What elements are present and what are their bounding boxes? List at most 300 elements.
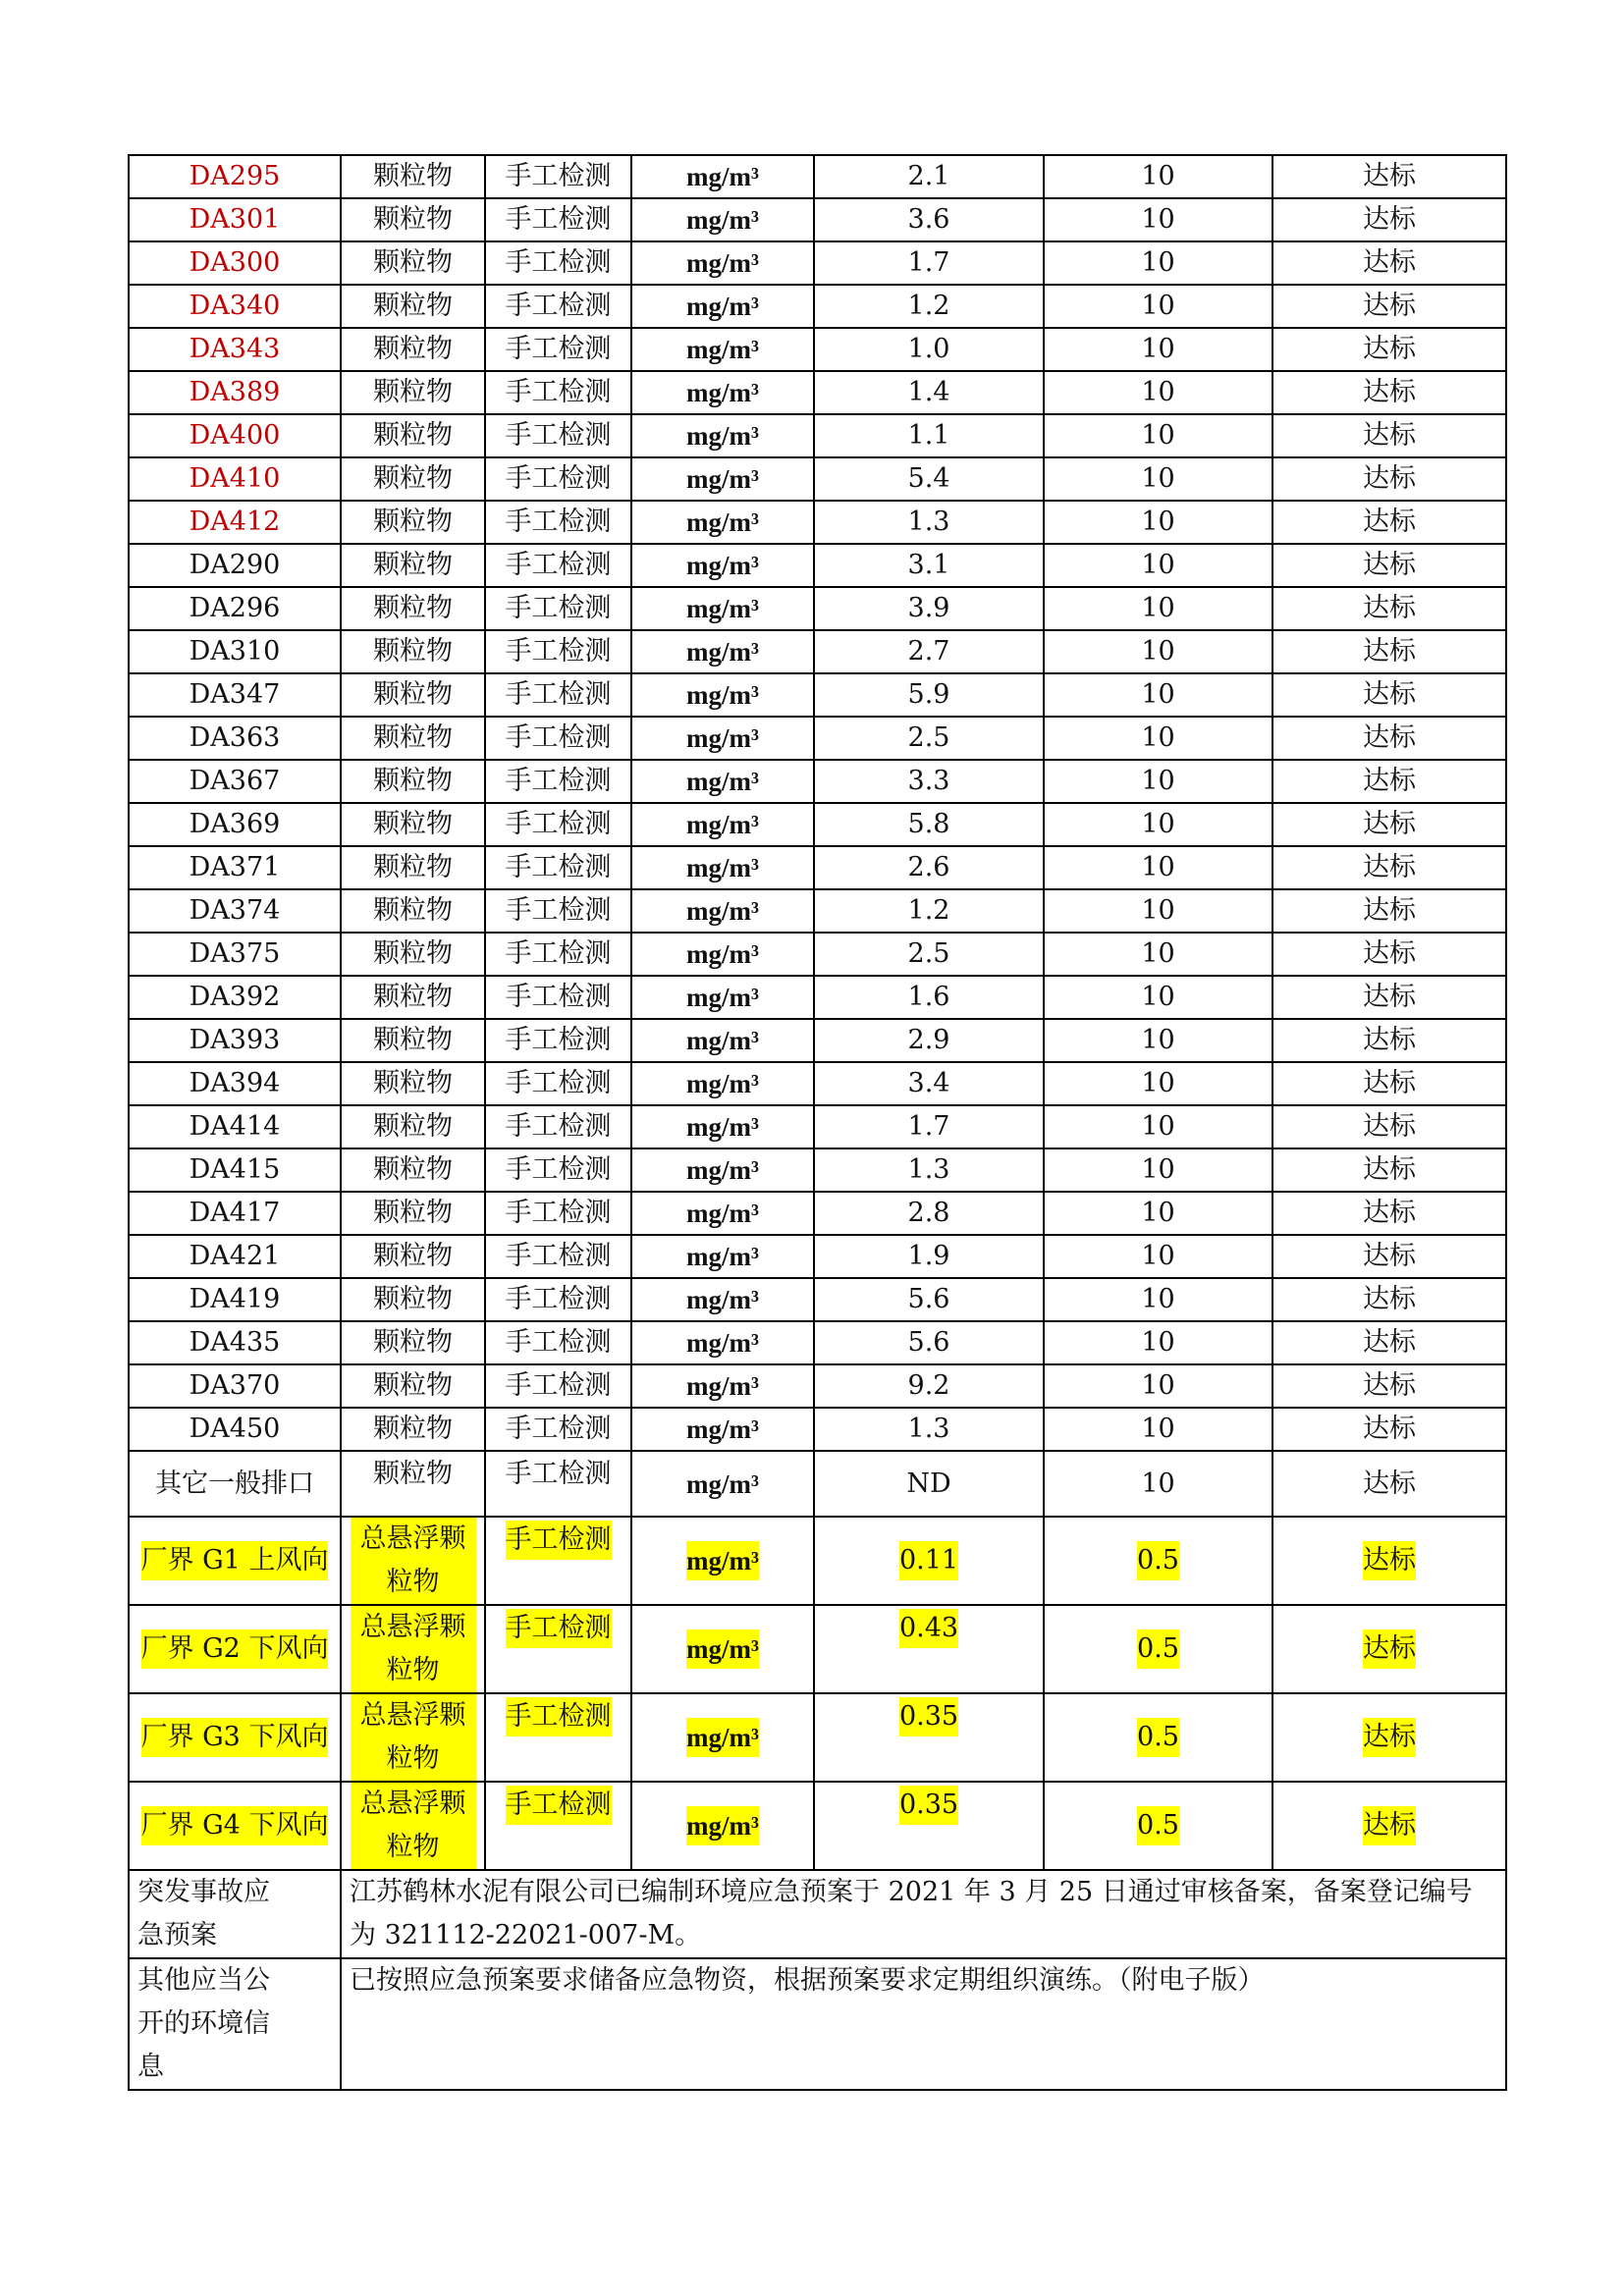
pollutant-cell: 颗粒物 [341,1192,485,1235]
table-row-other-outlets [129,1451,1506,1517]
unit-cell: mg/m³ [631,1062,814,1105]
value-cell: 3.1 [814,544,1044,587]
pollutant-cell: 颗粒物 [341,760,485,803]
unit-cell: mg/m³ [631,717,814,760]
pollutant-cell: 颗粒物 [341,1451,485,1517]
table-row [129,673,1506,717]
table-row [129,1062,1506,1105]
status-cell: 达标 [1272,587,1506,630]
limit-cell: 10 [1044,241,1272,285]
limit-cell: 10 [1044,155,1272,198]
value-cell: 2.6 [814,846,1044,889]
method-cell: 手工检测 [485,501,631,544]
value-cell-text: 0.35 [899,1786,958,1825]
table-row [129,1148,1506,1192]
table-row [129,976,1506,1019]
table-row [129,933,1506,976]
status-cell: 达标 [1272,803,1506,846]
text-line: 江苏鹤林水泥有限公司已编制环境应急预案于 2021 年 3 月 25 日通过审核备案，备案登记编号 [350,1877,1473,1907]
status-cell: 达标 [1272,1148,1506,1192]
table-row [129,1278,1506,1321]
unit-cell-text: mg/m³ [686,1541,759,1580]
pollutant-cell [341,1517,485,1605]
pollutant-cell: 颗粒物 [341,241,485,285]
method-cell-text: 手工检测 [506,1521,612,1560]
limit-cell [1044,1517,1272,1605]
value-cell: 1.0 [814,328,1044,371]
pollutant-line-2: 粒物 [386,1655,440,1685]
label-line: 突发事故应 [137,1877,270,1907]
unit-cell: mg/m³ [631,501,814,544]
limit-cell: 10 [1044,544,1272,587]
status-cell: 达标 [1272,933,1506,976]
unit-cell: mg/m³ [631,587,814,630]
status-cell: 达标 [1272,673,1506,717]
value-cell: 5.8 [814,803,1044,846]
outlet-cell: DA301 [129,198,341,241]
outlet-cell: DA392 [129,976,341,1019]
limit-cell: 10 [1044,198,1272,241]
pollutant-cell [341,1605,485,1693]
unit-cell [631,1605,814,1693]
unit-cell: mg/m³ [631,1408,814,1451]
limit-cell: 10 [1044,1235,1272,1278]
outlet-cell: DA419 [129,1278,341,1321]
status-cell: 达标 [1272,241,1506,285]
unit-cell: mg/m³ [631,889,814,933]
status-cell: 达标 [1272,1408,1506,1451]
value-cell: 5.6 [814,1278,1044,1321]
pollutant-highlight [351,1518,476,1604]
limit-cell: 10 [1044,457,1272,501]
pollutant-cell: 颗粒物 [341,846,485,889]
unit-cell: mg/m³ [631,155,814,198]
method-cell: 手工检测 [485,760,631,803]
limit-cell: 10 [1044,933,1272,976]
pollutant-cell: 颗粒物 [341,1148,485,1192]
value-cell: 3.3 [814,760,1044,803]
method-cell-text: 手工检测 [506,1609,612,1648]
outlet-cell-text: 厂界 G3 下风向 [141,1718,329,1757]
status-cell: 达标 [1272,1451,1506,1517]
pollutant-cell: 颗粒物 [341,414,485,457]
table-row [129,285,1506,328]
method-cell: 手工检测 [485,1408,631,1451]
table-row [129,803,1506,846]
pollutant-cell: 颗粒物 [341,1321,485,1364]
limit-cell: 10 [1044,371,1272,414]
table-row [129,544,1506,587]
method-cell: 手工检测 [485,1192,631,1235]
status-cell: 达标 [1272,328,1506,371]
pollutant-cell: 颗粒物 [341,630,485,673]
outlet-cell-text: 厂界 G2 下风向 [141,1629,329,1669]
outlet-cell: DA369 [129,803,341,846]
unit-cell-text: mg/m³ [686,1806,759,1845]
unit-cell: mg/m³ [631,1278,814,1321]
status-cell-text: 达标 [1363,1541,1416,1580]
outlet-cell [129,1782,341,1870]
pollutant-highlight [351,1606,476,1692]
table-row [129,1321,1506,1364]
table-row [129,587,1506,630]
value-cell: 5.6 [814,1321,1044,1364]
status-cell: 达标 [1272,717,1506,760]
limit-cell: 10 [1044,1148,1272,1192]
method-cell [485,1605,631,1693]
unit-cell: mg/m³ [631,933,814,976]
outlet-cell: DA435 [129,1321,341,1364]
table-row [129,457,1506,501]
monitoring-table [128,154,1507,2091]
table-row [129,501,1506,544]
pollutant-cell: 颗粒物 [341,155,485,198]
status-cell: 达标 [1272,544,1506,587]
limit-cell: 10 [1044,630,1272,673]
unit-cell: mg/m³ [631,673,814,717]
pollutant-cell: 颗粒物 [341,803,485,846]
method-cell [485,1517,631,1605]
status-cell: 达标 [1272,1278,1506,1321]
pollutant-cell: 颗粒物 [341,976,485,1019]
table-row [129,198,1506,241]
method-cell: 手工检测 [485,630,631,673]
pollutant-line-1: 总悬浮颗 [359,1700,466,1731]
other-info-label [129,1958,341,2090]
status-cell: 达标 [1272,155,1506,198]
unit-cell: mg/m³ [631,1148,814,1192]
value-cell: 1.2 [814,889,1044,933]
emergency-plan-row [129,1870,1506,1958]
value-cell: 1.7 [814,1105,1044,1148]
value-cell: 2.9 [814,1019,1044,1062]
status-cell: 达标 [1272,371,1506,414]
pollutant-line-1: 总悬浮颗 [359,1523,466,1554]
pollutant-cell: 颗粒物 [341,371,485,414]
outlet-cell: DA343 [129,328,341,371]
outlet-cell: DA300 [129,241,341,285]
limit-cell: 10 [1044,889,1272,933]
unit-cell: mg/m³ [631,1105,814,1148]
value-cell [814,1782,1044,1870]
limit-cell [1044,1693,1272,1782]
status-cell: 达标 [1272,1364,1506,1408]
pollutant-cell: 颗粒物 [341,328,485,371]
outlet-cell: DA414 [129,1105,341,1148]
limit-cell-text: 0.5 [1137,1541,1179,1580]
method-cell: 手工检测 [485,673,631,717]
outlet-cell: DA421 [129,1235,341,1278]
pollutant-cell: 颗粒物 [341,1105,485,1148]
value-cell [814,1605,1044,1693]
status-cell: 达标 [1272,1062,1506,1105]
unit-cell: mg/m³ [631,1451,814,1517]
label-line: 开的环境信 [137,2008,270,2039]
unit-cell: mg/m³ [631,414,814,457]
status-cell [1272,1782,1506,1870]
value-cell: 2.8 [814,1192,1044,1235]
limit-cell: 10 [1044,1062,1272,1105]
outlet-cell [129,1605,341,1693]
table-row-boundary [129,1605,1506,1693]
status-cell: 达标 [1272,198,1506,241]
value-cell: 2.7 [814,630,1044,673]
status-cell-text: 达标 [1363,1718,1416,1757]
status-cell: 达标 [1272,1192,1506,1235]
status-cell: 达标 [1272,501,1506,544]
status-cell [1272,1605,1506,1693]
table-row [129,1235,1506,1278]
pollutant-cell: 颗粒物 [341,1019,485,1062]
other-info-text: 已按照应急预案要求储备应急物资，根据预案要求定期组织演练。（附电子版） [341,1958,1506,2090]
status-cell: 达标 [1272,1321,1506,1364]
pollutant-highlight [351,1694,476,1781]
status-cell: 达标 [1272,760,1506,803]
table-row-boundary [129,1517,1506,1605]
pollutant-line-2: 粒物 [386,1832,440,1862]
outlet-cell: DA415 [129,1148,341,1192]
table-row [129,630,1506,673]
limit-cell: 10 [1044,587,1272,630]
unit-cell: mg/m³ [631,285,814,328]
outlet-cell: DA410 [129,457,341,501]
unit-cell: mg/m³ [631,241,814,285]
status-cell: 达标 [1272,1235,1506,1278]
outlet-cell: DA389 [129,371,341,414]
value-cell-text: 0.11 [899,1541,958,1580]
pollutant-line-1: 总悬浮颗 [359,1789,466,1819]
outlet-cell: DA340 [129,285,341,328]
outlet-cell: DA310 [129,630,341,673]
unit-cell: mg/m³ [631,544,814,587]
table-row [129,241,1506,285]
outlet-cell: DA450 [129,1408,341,1451]
method-cell: 手工检测 [485,1148,631,1192]
unit-cell: mg/m³ [631,1192,814,1235]
limit-cell: 10 [1044,328,1272,371]
value-cell: 1.1 [814,414,1044,457]
outlet-cell: DA374 [129,889,341,933]
pollutant-cell: 颗粒物 [341,717,485,760]
method-cell: 手工检测 [485,1062,631,1105]
table-row [129,414,1506,457]
outlet-cell: DA295 [129,155,341,198]
value-cell-text: 0.35 [899,1697,958,1736]
table-row [129,846,1506,889]
value-cell: 1.3 [814,1408,1044,1451]
status-cell: 达标 [1272,1105,1506,1148]
outlet-cell: DA347 [129,673,341,717]
method-cell: 手工检测 [485,976,631,1019]
limit-cell-text: 0.5 [1137,1718,1179,1757]
status-cell: 达标 [1272,630,1506,673]
outlet-cell: DA290 [129,544,341,587]
table-row [129,1105,1506,1148]
method-cell [485,1782,631,1870]
outlet-cell: DA394 [129,1062,341,1105]
status-cell: 达标 [1272,1019,1506,1062]
emergency-plan-text [341,1870,1506,1958]
limit-cell: 10 [1044,1192,1272,1235]
pollutant-cell: 颗粒物 [341,587,485,630]
pollutant-cell: 颗粒物 [341,889,485,933]
outlet-cell [129,1693,341,1782]
value-cell: 1.7 [814,241,1044,285]
limit-cell: 10 [1044,1408,1272,1451]
limit-cell: 10 [1044,414,1272,457]
unit-cell-text: mg/m³ [686,1718,759,1757]
table-row [129,1192,1506,1235]
value-cell-text: 0.43 [899,1609,958,1648]
unit-cell [631,1517,814,1605]
limit-cell: 10 [1044,846,1272,889]
limit-cell: 10 [1044,1019,1272,1062]
method-cell: 手工检测 [485,371,631,414]
table-row [129,1408,1506,1451]
method-cell: 手工检测 [485,1321,631,1364]
emergency-plan-label [129,1870,341,1958]
outlet-cell: DA371 [129,846,341,889]
status-cell-text: 达标 [1363,1806,1416,1845]
method-cell: 手工检测 [485,544,631,587]
table-row [129,155,1506,198]
unit-cell [631,1782,814,1870]
method-cell: 手工检测 [485,1235,631,1278]
outlet-cell [129,1517,341,1605]
method-cell [485,1693,631,1782]
pollutant-cell: 颗粒物 [341,673,485,717]
pollutant-line-2: 粒物 [386,1567,440,1597]
value-cell [814,1693,1044,1782]
limit-cell [1044,1605,1272,1693]
method-cell: 手工检测 [485,457,631,501]
unit-cell: mg/m³ [631,760,814,803]
pollutant-line-1: 总悬浮颗 [359,1612,466,1642]
unit-cell: mg/m³ [631,457,814,501]
limit-cell-text: 0.5 [1137,1629,1179,1669]
table-row [129,328,1506,371]
outlet-cell: DA393 [129,1019,341,1062]
label-line: 其他应当公 [137,1965,270,1996]
value-cell: 1.9 [814,1235,1044,1278]
value-cell: 3.9 [814,587,1044,630]
method-cell: 手工检测 [485,285,631,328]
outlet-cell: DA417 [129,1192,341,1235]
unit-cell: mg/m³ [631,371,814,414]
status-cell: 达标 [1272,457,1506,501]
method-cell: 手工检测 [485,1105,631,1148]
unit-cell: mg/m³ [631,1321,814,1364]
method-cell: 手工检测 [485,1019,631,1062]
method-cell: 手工检测 [485,717,631,760]
outlet-cell-text: 厂界 G4 下风向 [141,1806,329,1845]
label-line: 息 [137,2052,164,2082]
status-cell: 达标 [1272,889,1506,933]
pollutant-cell: 颗粒物 [341,457,485,501]
limit-cell: 10 [1044,285,1272,328]
status-cell-text: 达标 [1363,1629,1416,1669]
method-cell: 手工检测 [485,846,631,889]
pollutant-cell: 颗粒物 [341,1408,485,1451]
pollutant-cell: 颗粒物 [341,501,485,544]
pollutant-cell: 颗粒物 [341,1235,485,1278]
limit-cell: 10 [1044,803,1272,846]
method-cell: 手工检测 [485,889,631,933]
table-row [129,889,1506,933]
unit-cell: mg/m³ [631,1364,814,1408]
value-cell: 3.4 [814,1062,1044,1105]
pollutant-cell: 颗粒物 [341,1062,485,1105]
limit-cell: 10 [1044,673,1272,717]
status-cell: 达标 [1272,414,1506,457]
pollutant-highlight [351,1783,476,1869]
value-cell: 1.3 [814,501,1044,544]
outlet-cell: DA400 [129,414,341,457]
unit-cell: mg/m³ [631,198,814,241]
limit-cell-text: 0.5 [1137,1806,1179,1845]
value-cell: 3.6 [814,198,1044,241]
method-cell: 手工检测 [485,1364,631,1408]
value-cell: 5.4 [814,457,1044,501]
table-row [129,717,1506,760]
unit-cell: mg/m³ [631,1019,814,1062]
unit-cell: mg/m³ [631,803,814,846]
value-cell: 2.1 [814,155,1044,198]
value-cell: 1.2 [814,285,1044,328]
method-cell: 手工检测 [485,1451,631,1517]
pollutant-cell [341,1782,485,1870]
unit-cell: mg/m³ [631,328,814,371]
table-row [129,1364,1506,1408]
value-cell: ND [814,1451,1044,1517]
pollutant-line-2: 粒物 [386,1743,440,1774]
pollutant-cell [341,1693,485,1782]
value-cell: 2.5 [814,717,1044,760]
method-cell: 手工检测 [485,241,631,285]
limit-cell: 10 [1044,976,1272,1019]
outlet-cell: DA375 [129,933,341,976]
outlet-cell-text: 厂界 G1 上风向 [141,1541,329,1580]
table-row [129,371,1506,414]
method-cell: 手工检测 [485,414,631,457]
limit-cell: 10 [1044,1321,1272,1364]
status-cell: 达标 [1272,285,1506,328]
value-cell: 2.5 [814,933,1044,976]
unit-cell: mg/m³ [631,1235,814,1278]
outlet-cell: DA363 [129,717,341,760]
limit-cell: 10 [1044,1364,1272,1408]
unit-cell: mg/m³ [631,630,814,673]
limit-cell: 10 [1044,1278,1272,1321]
value-cell: 1.6 [814,976,1044,1019]
status-cell: 达标 [1272,976,1506,1019]
status-cell [1272,1693,1506,1782]
method-cell: 手工检测 [485,155,631,198]
outlet-cell: DA296 [129,587,341,630]
limit-cell [1044,1782,1272,1870]
limit-cell: 10 [1044,501,1272,544]
value-cell [814,1517,1044,1605]
value-cell: 9.2 [814,1364,1044,1408]
limit-cell: 10 [1044,717,1272,760]
outlet-cell: DA370 [129,1364,341,1408]
unit-cell-text: mg/m³ [686,1629,759,1669]
text-line: 为 321112-22021-007-M。 [350,1920,702,1950]
method-cell-text: 手工检测 [506,1786,612,1825]
other-info-row [129,1958,1506,2090]
limit-cell: 10 [1044,1105,1272,1148]
value-cell: 1.4 [814,371,1044,414]
